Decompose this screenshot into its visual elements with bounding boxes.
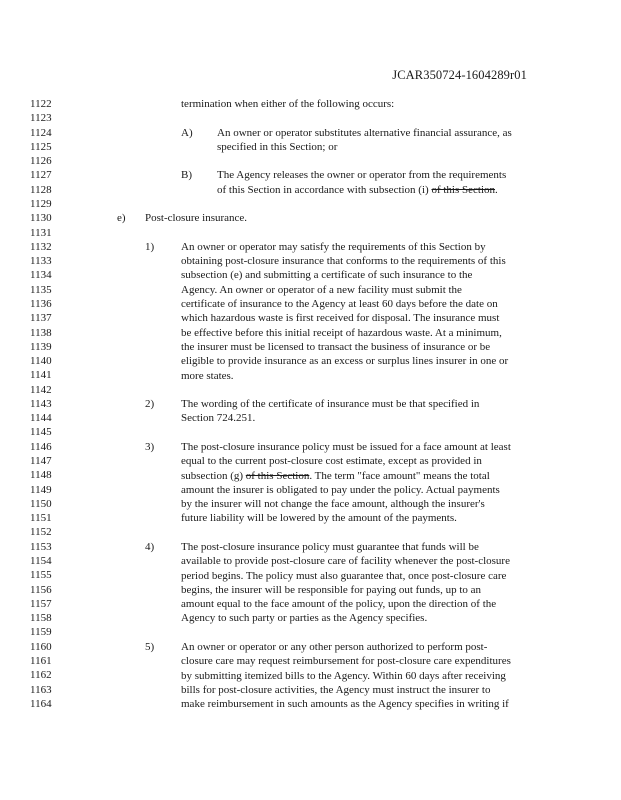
text-line: begins, the insurer will be responsible for paying out funds, up to an bbox=[181, 583, 482, 596]
paragraph-marker-1: 1) bbox=[145, 240, 155, 253]
line-number: 1153 bbox=[30, 540, 52, 553]
line-number: 1133 bbox=[30, 255, 52, 268]
text-line: Section 724.251. bbox=[181, 412, 256, 425]
line-number: 1138 bbox=[30, 326, 52, 339]
text-line: Agency. An owner or operator of a new facility must submit the bbox=[181, 283, 462, 296]
line-number: 1160 bbox=[30, 640, 52, 653]
line-number: 1156 bbox=[30, 583, 52, 596]
line-number: 1144 bbox=[30, 412, 52, 425]
text-run: subsection (g) bbox=[181, 469, 246, 482]
line-number: 1122 bbox=[30, 98, 52, 110]
line-number: 1145 bbox=[30, 426, 52, 439]
text-line: available to provide post-closure care of facility whenever the post-closure bbox=[181, 555, 510, 568]
line-number: 1129 bbox=[30, 197, 52, 210]
line-number: 1161 bbox=[30, 654, 52, 667]
text-line: make reimbursement in such amounts as the Agency specifies in writing if bbox=[181, 698, 509, 711]
text-run: . The term "face amount" means the total bbox=[309, 469, 490, 482]
line-number-gutter bbox=[30, 97, 64, 711]
text-line: by submitting itemized bills to the Agency. Within 60 days after receiving bbox=[181, 669, 506, 682]
text-line: An owner or operator substitutes alternative financial assurance, as bbox=[217, 126, 512, 139]
text-line: by the insurer will not change the face amount, although the insurer's bbox=[181, 498, 485, 511]
line-number: 1151 bbox=[30, 512, 52, 525]
text-line: termination when either of the following occurs: bbox=[181, 98, 395, 110]
line-number: 1154 bbox=[30, 555, 52, 567]
text-line: period begins. The policy must also guarantee that, once post-closure care bbox=[181, 569, 507, 582]
text-line: Agency to such party or parties as the Agency specifies. bbox=[181, 612, 428, 625]
text-line: The Agency releases the owner or operator from the requirements bbox=[217, 169, 507, 182]
line-number: 1125 bbox=[30, 140, 52, 153]
text-line: An owner or operator may satisfy the requirements of this Section by bbox=[181, 240, 486, 253]
line-number: 1159 bbox=[30, 626, 52, 639]
struck-text: of this Section bbox=[245, 469, 310, 482]
paragraph-marker-2: 2) bbox=[145, 398, 155, 411]
line-number: 1149 bbox=[30, 483, 52, 496]
line-number: 1158 bbox=[30, 612, 52, 625]
line-number: 1147 bbox=[30, 455, 52, 468]
document-id-header: JCAR350724-1604289r01 bbox=[392, 68, 527, 82]
text-line: certificate of insurance to the Agency at least 60 days before the date on bbox=[181, 298, 498, 311]
text-line: The post-closure insurance policy must be issued for a face amount at least bbox=[181, 440, 511, 453]
line-number: 1132 bbox=[30, 240, 52, 253]
text-line: closure care may request reimbursement for post-closure care expenditures bbox=[181, 655, 511, 668]
line-number: 1163 bbox=[30, 683, 52, 696]
line-number: 1130 bbox=[30, 212, 52, 225]
line-number: 1148 bbox=[30, 469, 52, 482]
text-line: The wording of the certificate of insurance must be that specified in bbox=[181, 398, 480, 411]
subsection-marker-e: e) bbox=[117, 212, 126, 225]
text-line: amount the insurer is obligated to pay under the policy. Actual payments bbox=[181, 483, 500, 496]
line-number: 1150 bbox=[30, 497, 52, 510]
struck-text: of this Section bbox=[431, 183, 496, 196]
line-number: 1142 bbox=[30, 383, 52, 396]
line-number: 1139 bbox=[30, 340, 52, 353]
text-line: which hazardous waste is first received for disposal. The insurance must bbox=[181, 312, 500, 325]
text-line: be effective before this initial receipt of hazardous waste. At a minimum, bbox=[181, 326, 502, 339]
line-number: 1157 bbox=[30, 597, 52, 610]
text-line: obtaining post-closure insurance that conforms to the requirements of this bbox=[181, 255, 506, 268]
line-number: 1124 bbox=[30, 126, 52, 139]
text-line: amount equal to the face amount of the policy, upon the direction of the bbox=[181, 598, 497, 611]
text-line: bills for post-closure activities, the Agency must instruct the insurer to bbox=[181, 683, 491, 696]
text-line: subsection (e) and submitting a certificate of such insurance to the bbox=[181, 269, 473, 282]
line-number: 1126 bbox=[30, 155, 52, 168]
paragraph-marker-4: 4) bbox=[145, 540, 155, 553]
line-number: 1131 bbox=[30, 226, 52, 239]
line-number: 1136 bbox=[30, 297, 52, 310]
line-number: 1137 bbox=[30, 312, 52, 325]
line-number: 1127 bbox=[30, 169, 52, 182]
text-line: future liability will be lowered by the amount of the payments. bbox=[181, 512, 457, 525]
list-marker-a: A) bbox=[181, 126, 193, 139]
text-line: equal to the current post-closure cost estimate, except as provided in bbox=[181, 455, 482, 468]
text-line bbox=[181, 469, 490, 483]
text-line: An owner or operator or any other person authorized to perform post- bbox=[181, 641, 488, 654]
subsection-title: Post-closure insurance. bbox=[145, 212, 248, 225]
text-line bbox=[217, 183, 498, 197]
text-line: specified in this Section; or bbox=[217, 140, 338, 153]
line-number: 1152 bbox=[30, 526, 52, 539]
line-number: 1146 bbox=[30, 440, 52, 453]
text-line: the insurer must be licensed to transact the business of insurance or be bbox=[181, 340, 491, 353]
line-number: 1128 bbox=[30, 183, 52, 196]
line-number: 1155 bbox=[30, 569, 52, 582]
paragraph-marker-3: 3) bbox=[145, 440, 155, 453]
line-number: 1164 bbox=[30, 697, 52, 710]
line-number: 1134 bbox=[30, 269, 52, 282]
text-run: of this Section in accordance with subsection (i) bbox=[217, 183, 432, 196]
text-run: . bbox=[495, 183, 498, 196]
paragraph-marker-5: 5) bbox=[145, 641, 155, 654]
line-number: 1141 bbox=[30, 369, 52, 382]
line-number: 1162 bbox=[30, 669, 52, 682]
line-number: 1123 bbox=[30, 112, 52, 125]
text-line: The post-closure insurance policy must guarantee that funds will be bbox=[181, 540, 479, 553]
text-line: more states. bbox=[181, 369, 234, 382]
text-line: eligible to provide insurance as an excess or surplus lines insurer in one or bbox=[181, 355, 509, 368]
line-number: 1135 bbox=[30, 283, 52, 296]
line-number: 1140 bbox=[30, 355, 52, 368]
line-number: 1143 bbox=[30, 397, 52, 410]
list-marker-b: B) bbox=[181, 169, 192, 182]
